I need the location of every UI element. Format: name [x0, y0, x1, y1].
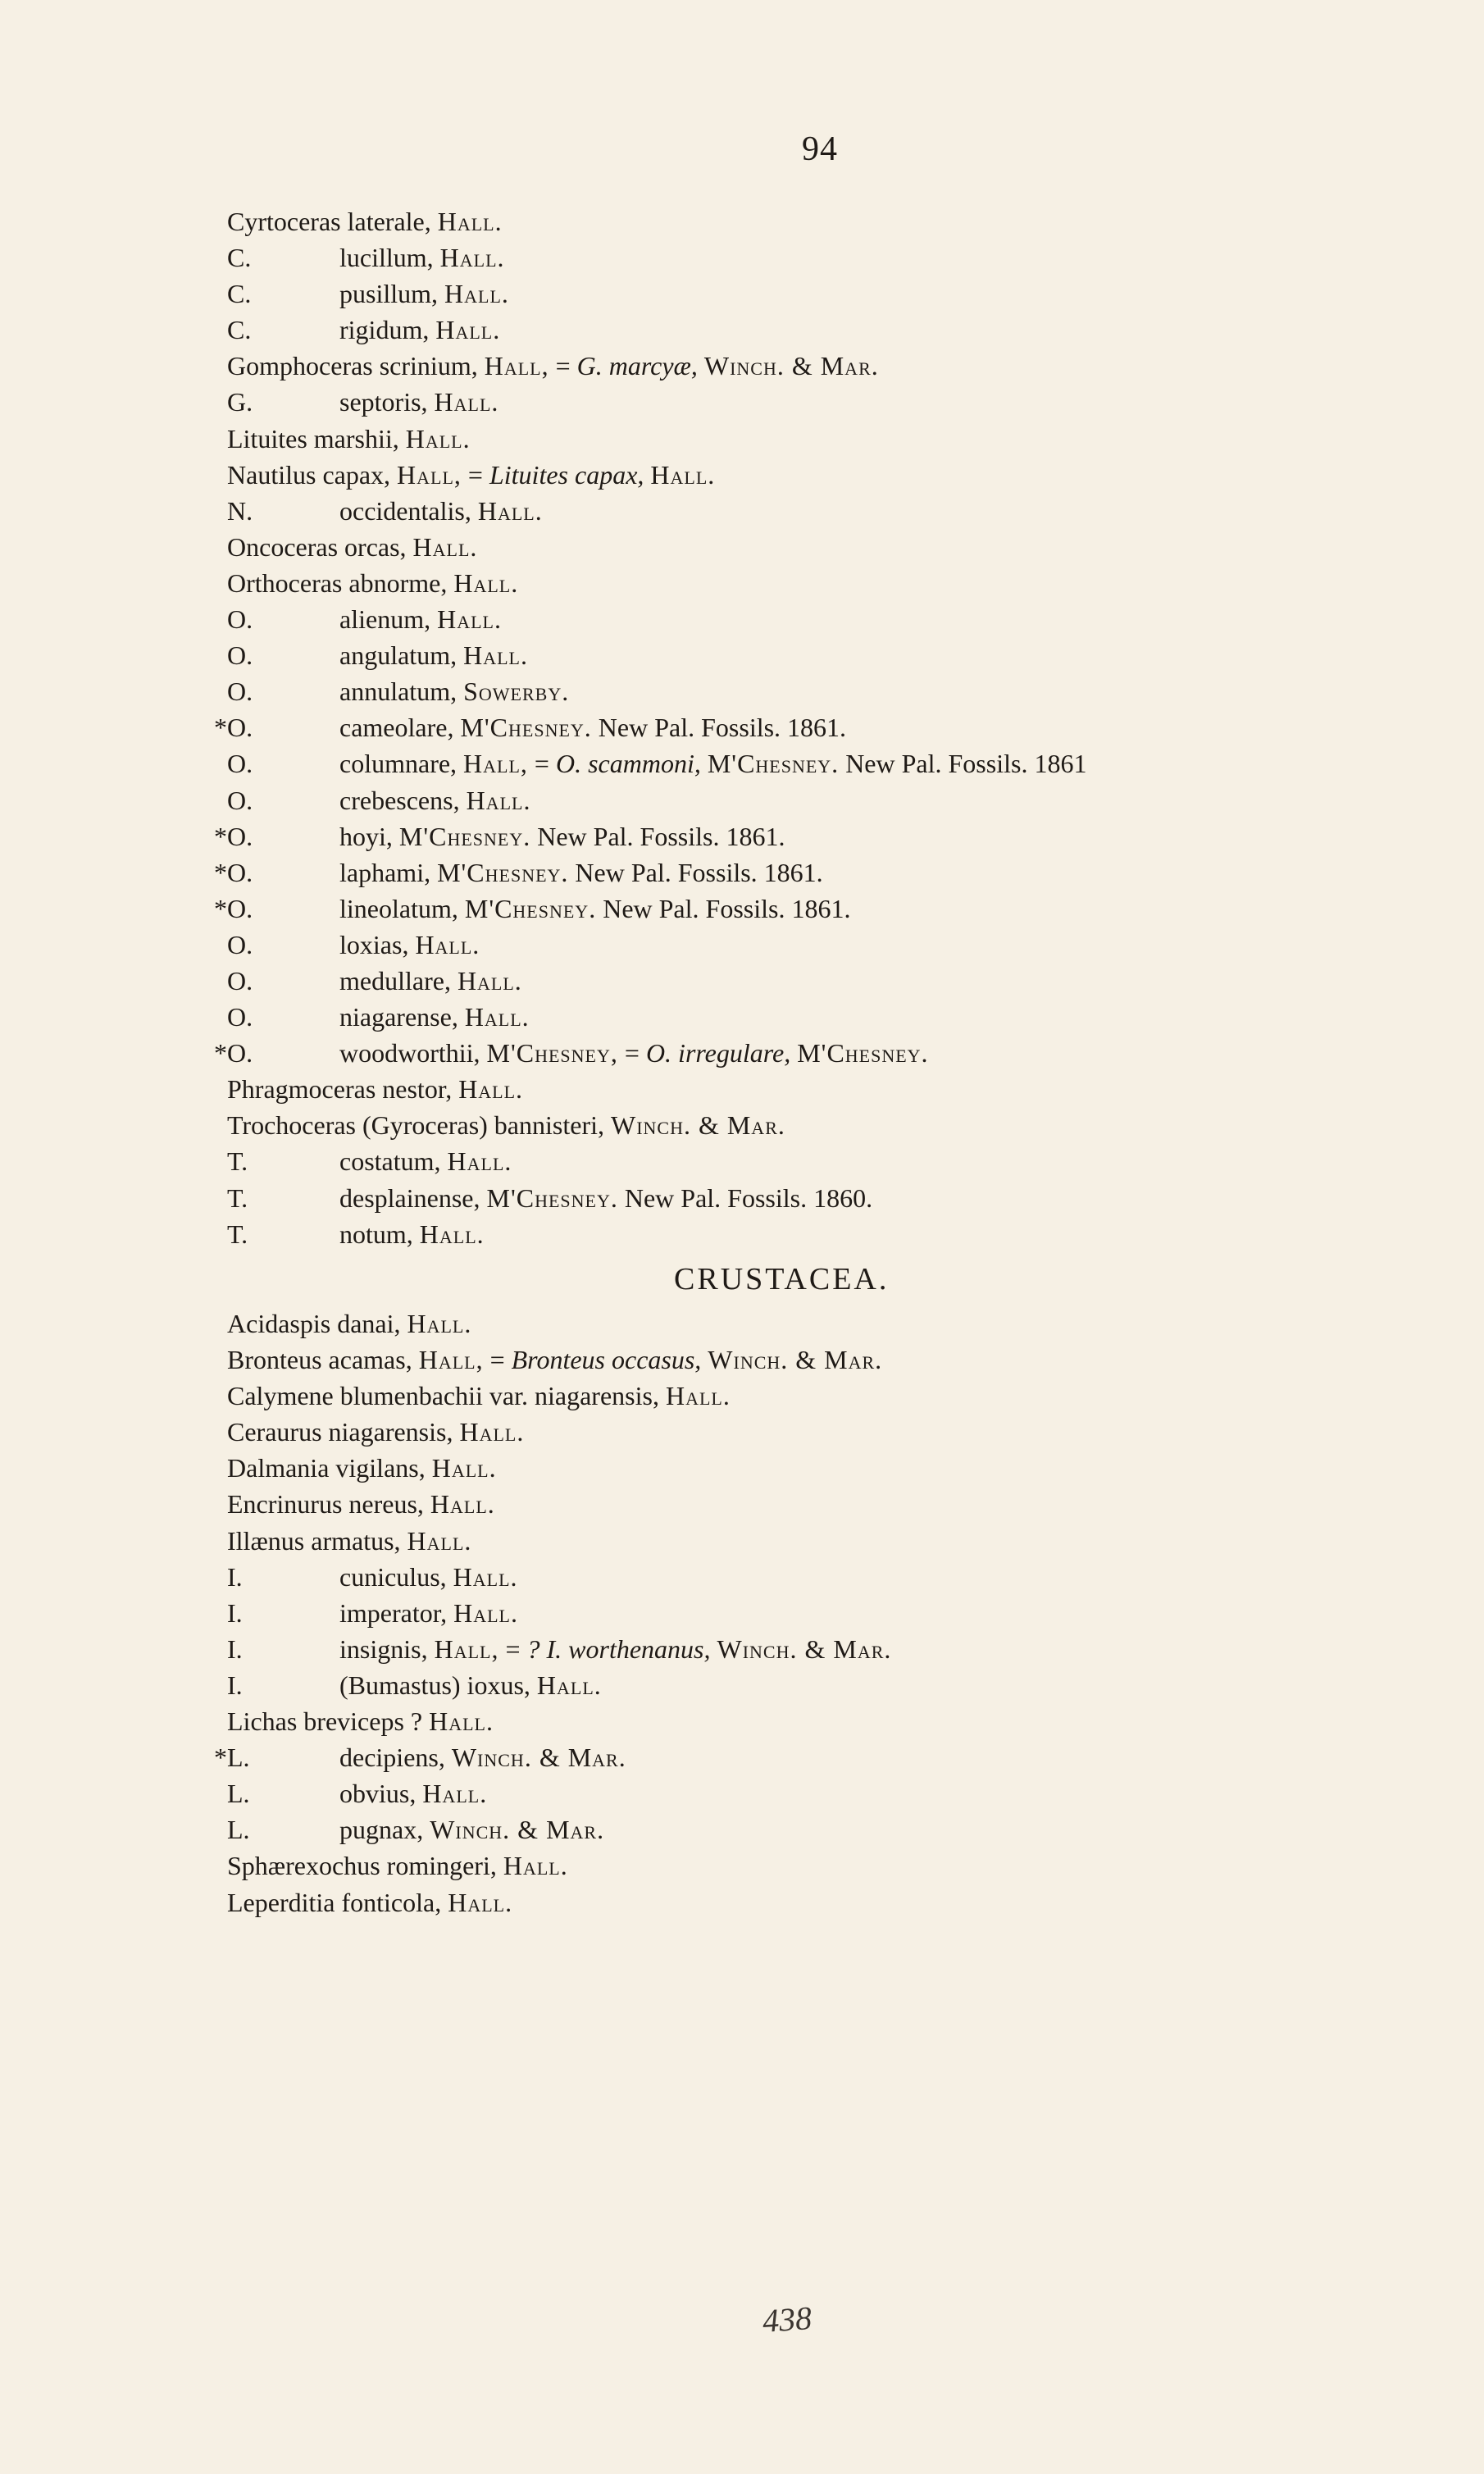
- species-name: Calymene blumenbachii var. niagarensis,: [227, 1381, 666, 1411]
- list-item: [227, 1811, 1441, 1848]
- list-item: [227, 1775, 1441, 1811]
- list-item: [227, 529, 1441, 565]
- genus-abbreviation: *O.: [214, 821, 253, 851]
- species-name: Illænus armatus,: [227, 1525, 407, 1556]
- author-name: M'Chesney.: [437, 857, 569, 887]
- genus-abbreviation: *O.: [214, 857, 253, 887]
- species-name: occidentalis,: [339, 495, 478, 526]
- list-item: [227, 782, 1441, 818]
- synonym-author: Hall.: [650, 459, 716, 490]
- list-item: [227, 1414, 1441, 1450]
- author-name: Hall,: [434, 1633, 499, 1664]
- list-item: [227, 384, 1441, 420]
- list-item: [227, 601, 1441, 637]
- species-name: Phragmoceras nestor,: [227, 1074, 459, 1105]
- author-name: Hall.: [435, 315, 501, 345]
- list-item: [227, 1848, 1441, 1884]
- species-name: obvius,: [339, 1779, 423, 1809]
- genus-abbreviation: T.: [227, 1219, 248, 1249]
- species-name: columnare,: [339, 749, 464, 779]
- list-item: [227, 203, 1441, 239]
- genus-abbreviation: O.: [227, 785, 253, 815]
- list-item: Nautilus capax, Hall, = Lituites capax, Hall.: [227, 459, 716, 490]
- genus-abbreviation: I.: [227, 1633, 243, 1664]
- genus-abbreviation: O.: [227, 929, 253, 959]
- author-name: Hall.: [503, 1851, 568, 1881]
- genus-abbreviation: L.: [227, 1779, 250, 1809]
- list-item: [227, 1180, 1441, 1216]
- author-name: Hall,: [484, 351, 549, 381]
- author-name: Hall.: [477, 495, 543, 526]
- species-name: cameolare,: [339, 713, 461, 743]
- species-name: (Bumastus) ioxus,: [339, 1670, 537, 1700]
- species-name: Trochoceras (Gyroceras) bannisteri,: [227, 1110, 611, 1141]
- synonym-author: Winch. & Mar.: [703, 351, 879, 381]
- species-name: rigidum,: [339, 315, 436, 345]
- list-item: [214, 854, 1441, 891]
- section-heading: CRUSTACEA.: [674, 1262, 890, 1296]
- synonym-author: M'Chesney.: [707, 749, 840, 779]
- author-name: Hall.: [459, 1417, 525, 1447]
- list-item: [227, 421, 1441, 457]
- author-name: Winch. & Mar.: [430, 1815, 605, 1845]
- genus-abbreviation: G.: [227, 387, 253, 417]
- list-item: [214, 709, 1441, 745]
- species-name: Dalmania vigilans,: [227, 1453, 432, 1483]
- species-name: Nautilus capax,: [227, 459, 398, 490]
- list-item: [227, 1216, 1441, 1252]
- author-name: M'Chesney.: [460, 713, 592, 743]
- list-item: [227, 1523, 1441, 1559]
- synonym-name: G. marcyæ,: [576, 351, 698, 381]
- author-name: Hall.: [447, 1146, 512, 1177]
- list-item: [227, 239, 1441, 276]
- list-item: Gomphoceras scrinium, Hall, = G. marcyæ, Winch. & Mar.: [227, 351, 879, 381]
- list-item: [214, 818, 1441, 854]
- publication-note: New Pal. Fossils. 1861.: [598, 713, 847, 743]
- list-item: [214, 1739, 1441, 1775]
- species-name: Encrinurus nereus,: [227, 1489, 430, 1519]
- species-name: lineolatum,: [339, 893, 465, 923]
- synonym-name: ? I. worthenanus,: [526, 1633, 711, 1664]
- species-name: Bronteus acamas,: [227, 1345, 419, 1375]
- synonym-name: Lituites capax,: [489, 459, 644, 490]
- genus-abbreviation: *O.: [214, 893, 253, 923]
- species-name: Orthoceras abnorme,: [227, 567, 454, 598]
- list-item: [227, 1884, 1441, 1920]
- species-name: Cyrtoceras laterale,: [227, 207, 438, 236]
- author-name: Hall.: [437, 604, 502, 635]
- author-name: Hall,: [397, 459, 462, 490]
- species-name: Lichas breviceps ?: [227, 1706, 430, 1737]
- author-name: Hall.: [422, 1779, 488, 1809]
- species-name: angulatum,: [339, 640, 464, 671]
- author-name: M'Chesney.: [464, 893, 597, 923]
- author-name: Winch. & Mar.: [451, 1743, 626, 1773]
- species-name: niagarense,: [339, 1002, 465, 1032]
- species-name: loxias,: [339, 929, 416, 959]
- list-item: [227, 276, 1441, 312]
- genus-abbreviation: O.: [227, 965, 253, 996]
- author-name: Hall.: [463, 640, 528, 671]
- author-name: Hall.: [464, 1002, 530, 1032]
- genus-abbreviation: I.: [227, 1670, 243, 1700]
- list-item: [227, 673, 1441, 709]
- genus-abbreviation: *O.: [214, 1038, 253, 1068]
- species-name: pugnax,: [339, 1815, 430, 1845]
- list-item: [227, 493, 1441, 529]
- list-item: [227, 565, 1441, 601]
- list-item: [227, 1486, 1441, 1522]
- handwritten-folio-number: 438: [761, 2299, 813, 2340]
- author-name: Hall.: [405, 423, 471, 453]
- list-item: [227, 1071, 1441, 1107]
- author-name: Hall.: [665, 1381, 731, 1411]
- list-item: [227, 927, 1441, 963]
- list-item: [227, 1667, 1441, 1703]
- genus-abbreviation: O.: [227, 640, 253, 671]
- list-item: [227, 312, 1441, 348]
- author-name: Hall.: [434, 387, 499, 417]
- list-item: [227, 1559, 1441, 1595]
- publication-note: New Pal. Fossils. 1861: [845, 749, 1087, 779]
- publication-note: New Pal. Fossils. 1861.: [603, 893, 851, 923]
- author-name: Hall.: [407, 1525, 472, 1556]
- list-item: [227, 1450, 1441, 1486]
- species-name: annulatum,: [339, 677, 464, 707]
- species-name: woodworthii,: [339, 1038, 487, 1068]
- genus-abbreviation: C.: [227, 315, 252, 345]
- species-name: crebescens,: [339, 785, 467, 815]
- author-name: Hall.: [536, 1670, 602, 1700]
- author-name: Hall.: [466, 785, 531, 815]
- list-item: [227, 1143, 1441, 1179]
- author-name: Hall.: [419, 1219, 485, 1249]
- species-name: Gomphoceras scrinium,: [227, 351, 485, 381]
- crustacea-species-list: [214, 1305, 1441, 1920]
- species-name: septoris,: [339, 387, 435, 417]
- author-name: M'Chesney,: [486, 1038, 618, 1068]
- species-name: Acidaspis danai,: [227, 1309, 407, 1338]
- genus-abbreviation: I.: [227, 1597, 243, 1628]
- author-name: Hall.: [431, 1453, 497, 1483]
- synonym-author: Winch. & Mar.: [708, 1345, 883, 1375]
- author-name: Hall.: [457, 965, 522, 996]
- genus-abbreviation: C.: [227, 279, 252, 309]
- species-name: Oncoceras orcas,: [227, 531, 413, 562]
- author-name: Hall.: [444, 279, 509, 309]
- author-name: Hall.: [439, 243, 505, 273]
- list-item: [227, 999, 1441, 1035]
- genus-abbreviation: O.: [227, 1002, 253, 1032]
- publication-note: New Pal. Fossils. 1861.: [537, 821, 785, 851]
- list-item: [227, 637, 1441, 673]
- species-name: desplainense,: [339, 1182, 487, 1213]
- genus-abbreviation: *L.: [214, 1743, 250, 1773]
- species-name: Ceraurus niagarensis,: [227, 1417, 460, 1447]
- species-name: imperator,: [339, 1597, 454, 1628]
- genus-abbreviation: I.: [227, 1561, 243, 1592]
- list-item: *O. woodworthii, M'Chesney, = O. irregulare, M'Chesney.: [227, 1035, 1441, 1071]
- species-name: hoyi,: [339, 821, 399, 851]
- author-name: M'Chesney.: [398, 821, 531, 851]
- author-name: Hall,: [418, 1345, 484, 1375]
- publication-note: New Pal. Fossils. 1860.: [624, 1182, 873, 1213]
- author-name: Hall.: [407, 1309, 472, 1338]
- species-name: pusillum,: [339, 279, 445, 309]
- species-name: alienum,: [339, 604, 438, 635]
- author-name: Winch. & Mar.: [610, 1110, 785, 1141]
- species-name: Leperditia fonticola,: [227, 1887, 448, 1917]
- author-name: Hall.: [430, 1489, 495, 1519]
- species-name: Lituites marshii,: [227, 423, 406, 453]
- author-name: Hall.: [448, 1887, 513, 1917]
- genus-abbreviation: T.: [227, 1146, 248, 1177]
- genus-abbreviation: O.: [227, 604, 253, 635]
- genus-abbreviation: L.: [227, 1815, 250, 1845]
- genus-abbreviation: O.: [227, 677, 253, 707]
- list-item: O. columnare, Hall, = O. scammoni, M'Chesney. New Pal. Fossils. 1861: [227, 745, 1441, 781]
- genus-abbreviation: T.: [227, 1182, 248, 1213]
- species-name: cuniculus,: [339, 1561, 453, 1592]
- author-name: Sowerby.: [463, 677, 570, 707]
- author-name: Hall.: [453, 1561, 518, 1592]
- synonym-name: O. scammoni,: [555, 749, 701, 779]
- synonym-name: Bronteus occasus,: [511, 1345, 702, 1375]
- species-name: Sphærexochus romingeri,: [227, 1851, 503, 1881]
- author-name: Hall.: [453, 567, 519, 598]
- species-name: medullare,: [339, 965, 457, 996]
- genus-abbreviation: N.: [227, 495, 253, 526]
- species-name: notum,: [339, 1219, 420, 1249]
- synonym-author: Winch. & Mar.: [717, 1633, 892, 1664]
- species-name: decipiens,: [339, 1743, 452, 1773]
- author-name: Hall.: [429, 1706, 494, 1737]
- author-name: Hall.: [415, 929, 480, 959]
- species-name: costatum,: [339, 1146, 448, 1177]
- list-item: [227, 963, 1441, 999]
- species-name: lucillum,: [339, 243, 440, 273]
- author-name: M'Chesney.: [486, 1182, 618, 1213]
- author-name: Hall.: [412, 531, 478, 562]
- genus-abbreviation: *O.: [214, 713, 253, 743]
- list-item: Bronteus acamas, Hall, = Bronteus occasus, Winch. & Mar.: [227, 1345, 883, 1375]
- page-number: 94: [802, 130, 838, 168]
- synonym-name: O. irregulare,: [645, 1038, 791, 1068]
- publication-note: New Pal. Fossils. 1861.: [575, 857, 823, 887]
- author-name: Hall.: [437, 207, 503, 236]
- genus-abbreviation: O.: [227, 749, 253, 779]
- genus-abbreviation: C.: [227, 243, 252, 273]
- author-name: Hall.: [458, 1074, 524, 1105]
- list-item: [227, 1378, 1441, 1414]
- list-item: [227, 1703, 1441, 1739]
- list-item: [214, 891, 1441, 927]
- list-item: [227, 1107, 1441, 1143]
- list-item: I. insignis, Hall, = ? I. worthenanus, Winch. & Mar.: [227, 1631, 1441, 1667]
- synonym-author: M'Chesney.: [797, 1038, 929, 1068]
- list-item: [227, 1595, 1441, 1631]
- author-name: Hall.: [453, 1597, 518, 1628]
- cephalopoda-species-list: [214, 203, 1441, 1252]
- species-name: insignis,: [339, 1633, 435, 1664]
- species-name: laphami,: [339, 857, 438, 887]
- list-item: [227, 1305, 1441, 1342]
- author-name: Hall,: [463, 749, 528, 779]
